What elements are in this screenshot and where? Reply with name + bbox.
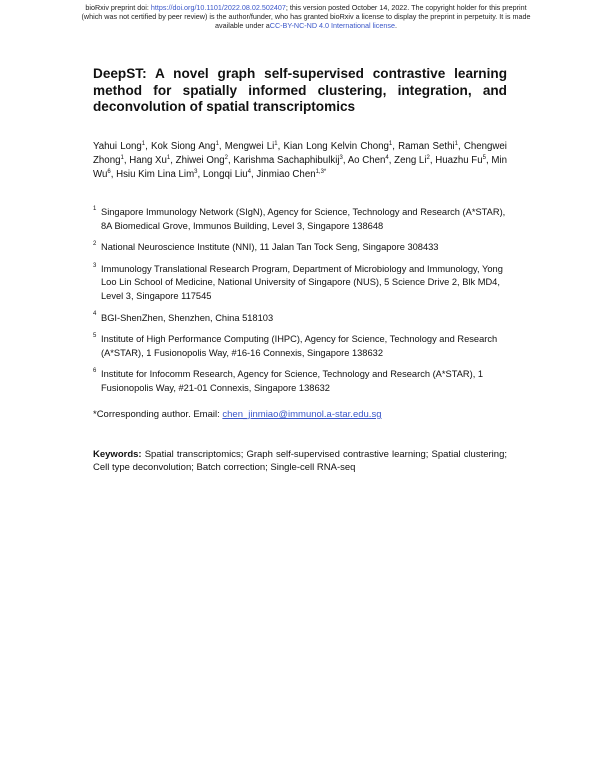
author: Zeng Li$^2$ [394,154,430,166]
affiliation-text: Singapore Immunology Network (SIgN), Agency for Science, Technology and Research (A*STAR), 8A Biomedical Grove, Immunos Building, Level 3, Singapore 138648 [101,207,506,231]
keywords [93,448,507,474]
banner-posted-text: ; this version posted October 14, 2022. The copyright holder for this preprint [285,3,527,12]
author: Huazhu Fu$^5$ [435,154,486,166]
doi-link[interactable]: https://doi.org/10.1101/2022.08.02.502407 [150,3,286,12]
author: Hsiu Kim Lina Lim$^3$ [116,168,198,180]
author: Hang Xu$^1$ [129,154,171,166]
author: Mengwei Li$^1$ [224,140,278,152]
banner-line-1 [60,3,552,12]
preprint-banner [60,3,552,30]
banner-doi-prefix: bioRxiv preprint doi: [85,3,151,12]
affiliation-text: Immunology Translational Research Program, Department of Microbiology and Immunology, Yong Loo Lin School of Medicine, National University of Singapore (NUS), 5 Science Drive 2, Blk MD4, Level 3, Singapore 117545 [101,263,503,301]
banner-license-suffix: . [394,21,397,30]
affiliation-text: Institute of High Performance Computing (IHPC), Agency for Science, Technology and Research (A*STAR), 1 Fusionopolis Way, #16-16 Connexis, Singapore 138632 [101,334,498,358]
author: Zhiwei Ong$^2$ [175,154,229,166]
author: Kian Long Kelvin Chong$^1$ [283,140,393,152]
author: Raman Sethi$^1$ [398,140,458,152]
affiliation-list [93,206,513,396]
affiliation-number: 4 [93,311,97,318]
affiliation-5 [93,333,513,360]
paper-title: DeepST: A novel graph self-supervised contrastive learning method for spatially informed clustering, integration, and deconvolution of spatial transcriptomics [93,66,507,115]
keywords-text: Spatial transcriptomics; Graph self-supervised contrastive learning; Spatial clustering; Cell type deconvolution; Batch correction; Single-cell RNA-seq [93,449,507,473]
affiliation-6 [93,368,513,395]
keywords-label: Keywords: [93,449,142,460]
affiliation-text: BGI-ShenZhen, Shenzhen, China 518103 [101,312,274,323]
license-link[interactable]: CC-BY-NC-ND 4.0 International license [269,21,395,30]
author: Kok Siong Ang$^1$ [151,140,219,152]
affiliation-number: 5 [93,333,97,340]
affiliation-number: 6 [93,368,97,375]
corresponding-email-link[interactable]: chen_jinmiao@immunol.a-star.edu.sg [222,409,382,420]
author: Min Wu$^6$ [93,155,507,180]
corresponding-author [93,408,507,421]
banner-license-prefix: available under a [215,21,270,30]
affiliation-text: Institute for Infocomm Research, Agency for Science, Technology and Research (A*STAR), 1 Fusionopolis Way, #21-01 Connexis, Singapore 138632 [101,369,484,393]
corresponding-label: *Corresponding author. Email: [93,409,223,420]
affiliation-1 [93,206,513,233]
author: Karishma Sachaphibulkij$^3$ [233,154,343,166]
affiliation-number: 1 [93,205,97,212]
author: Yahui Long$^1$ [93,140,146,152]
banner-line-3 [60,21,552,30]
affiliation-2 [93,241,513,255]
author: Longqi Liu$^4$ [202,168,251,180]
affiliation-4 [93,312,513,326]
affiliation-text: National Neuroscience Institute (NNI), 11 Jalan Tan Tock Seng, Singapore 308433 [101,242,439,253]
affiliation-number: 2 [93,241,97,248]
affiliation-number: 3 [93,262,97,269]
banner-line-2: (which was not certified by peer review) is the author/funder, who has granted bioRxiv a license to display the preprint in perpetuity. It is made [81,12,531,21]
author: Jinmiao Chen$^{1,3*}$ [256,168,327,180]
author: Chengwei Zhong$^1$ [93,141,507,166]
author-list: Yahui Long$^1$, Kok Siong Ang$^1$, Mengwei Li$^1$, Kian Long Kelvin Chong$^1$, Raman Sethi$^1$, Chengwei Zhong$^1$, Hang Xu$^1$, Zhiwei Ong$^2$, Karishma Sachaphibulkij$^3$, Ao Chen$^4$, Zeng Li$^2$, Huazhu Fu$^5$, Min Wu$^6$, Hsiu Kim Lina Lim$^3$, Longqi Liu$^4$, Jinmiao Chen$^{1,3*}$ [93,140,507,180]
author: Ao Chen$^4$ [347,154,389,166]
affiliation-3 [93,263,513,304]
